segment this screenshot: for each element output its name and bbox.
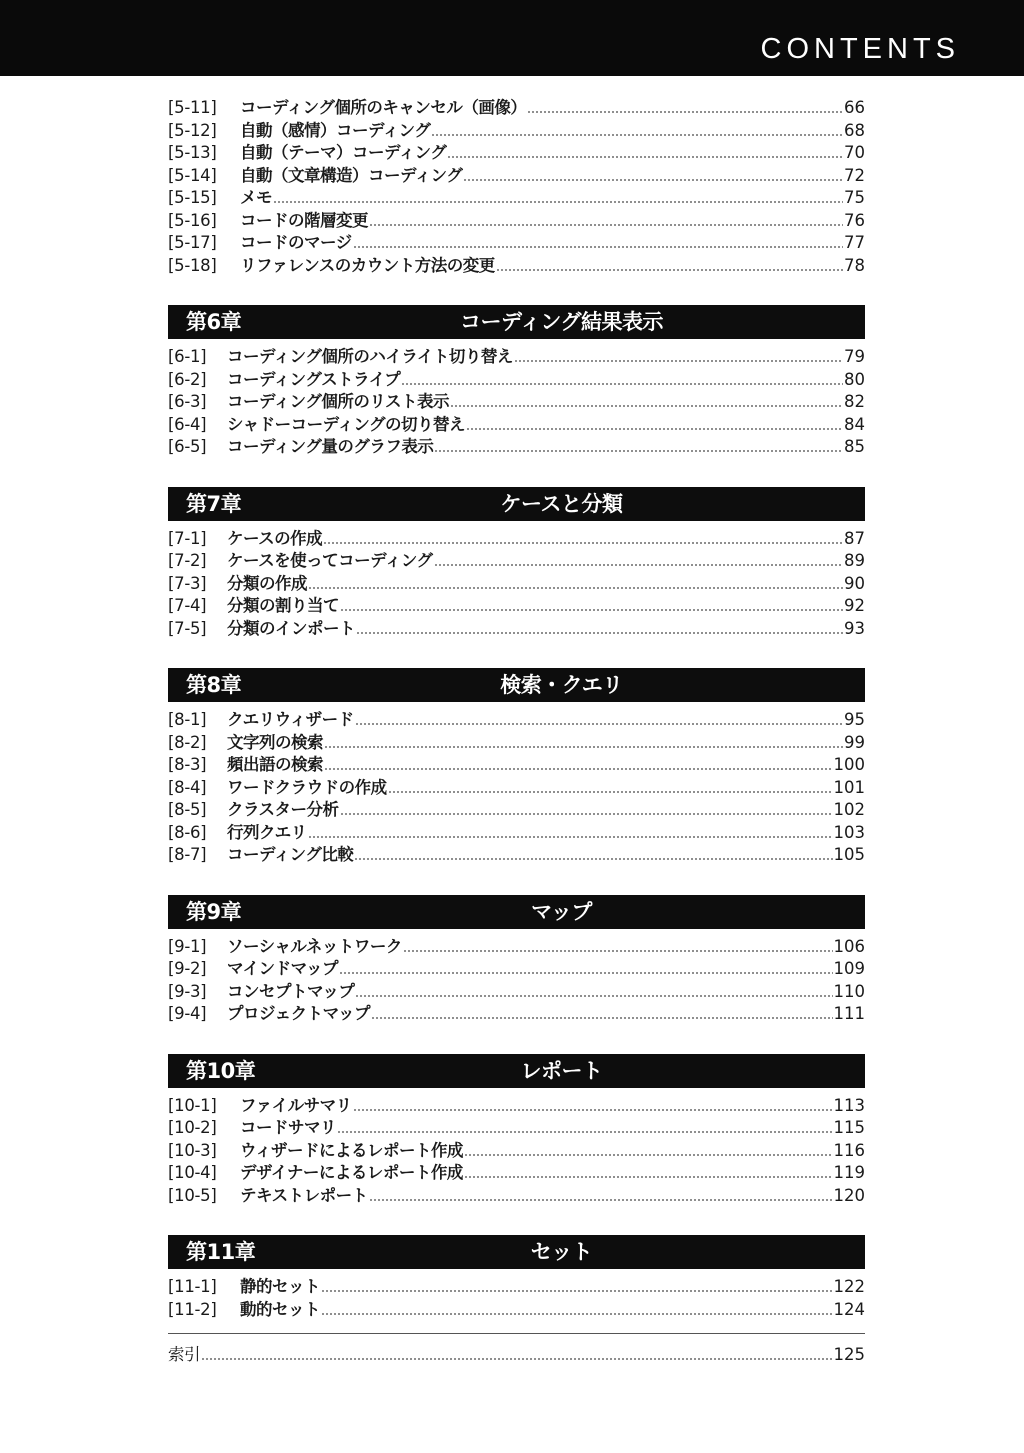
dot-leader — [527, 97, 843, 120]
entry-title: コードのマージ — [240, 233, 352, 252]
entry-number: [5-12] — [168, 120, 217, 140]
dot-leader — [369, 1185, 833, 1208]
entry-number: [8-6] — [168, 822, 207, 842]
entry-page-number: 93 — [844, 618, 865, 638]
entry-title: ケースを使ってコーディング — [227, 551, 433, 570]
entry-title: 行列クエリ — [227, 822, 307, 842]
entry-page-number: 82 — [844, 392, 865, 411]
entry-number: [5-13] — [168, 143, 217, 162]
entry-page-number: 92 — [844, 596, 865, 615]
entry-number: [8-1] — [168, 710, 207, 729]
entry-number: [6-3] — [168, 392, 207, 411]
entry-page-number: 84 — [844, 414, 865, 434]
entry-title: コンセプトマップ — [227, 981, 355, 1001]
chapter-number: 第11章 — [186, 1240, 256, 1264]
entry-page-number: 122 — [833, 1277, 865, 1296]
dot-leader — [463, 165, 843, 188]
entry-title: メモ — [240, 188, 272, 207]
toc-entry[interactable] — [168, 732, 865, 755]
entry-page-number: 80 — [844, 369, 865, 389]
toc-entry[interactable] — [168, 436, 865, 459]
index-divider — [168, 1333, 865, 1334]
entry-title: マインドマップ — [227, 959, 339, 978]
entry-number: [6-1] — [168, 347, 207, 366]
header-bar — [0, 0, 1024, 76]
toc-entry[interactable] — [168, 1140, 865, 1163]
chapter-spacer — [168, 1026, 865, 1054]
entry-title: コーディング比較 — [227, 845, 354, 864]
toc-entry[interactable] — [168, 936, 865, 959]
entry-number: [5-15] — [168, 188, 217, 207]
dot-leader — [321, 1276, 833, 1299]
entry-page-number: 79 — [844, 347, 865, 366]
dot-leader — [450, 391, 843, 414]
chapter-entry-list — [168, 346, 865, 459]
entry-title: デザイナーによるレポート作成 — [240, 1163, 463, 1182]
entry-number: [10-4] — [168, 1163, 217, 1182]
toc-entry[interactable] — [168, 822, 865, 845]
chapter-number: 第7章 — [186, 491, 242, 516]
entry-page-number: 101 — [833, 777, 865, 797]
dot-leader — [464, 1140, 832, 1163]
chapter-entry-list — [168, 709, 865, 867]
entry-page-number: 90 — [844, 573, 865, 593]
entry-number: [6-4] — [168, 414, 207, 434]
toc-entry[interactable] — [168, 844, 865, 867]
entry-number: [5-14] — [168, 165, 217, 185]
dot-leader — [324, 754, 833, 777]
chapter-title: セット — [530, 1240, 593, 1264]
chapter-section — [168, 487, 865, 641]
dot-leader — [201, 1344, 833, 1367]
toc-entry[interactable] — [168, 573, 865, 596]
chapter-spacer — [168, 459, 865, 487]
entry-number: [8-4] — [168, 777, 207, 797]
entry-number: [7-1] — [168, 528, 207, 548]
chapter-header-bar — [168, 1054, 865, 1089]
dot-leader — [466, 414, 843, 437]
chapter-spacer — [168, 640, 865, 668]
entry-title: ケースの作成 — [227, 528, 323, 548]
dot-leader — [339, 958, 832, 981]
entry-title: コーディング個所のハイライト切り替え — [227, 347, 513, 366]
entry-page-number: 115 — [833, 1118, 865, 1137]
entry-number: [7-4] — [168, 596, 207, 615]
entry-page-number: 89 — [844, 551, 865, 570]
dot-leader — [324, 732, 843, 755]
chapter-title: コーディング結果表示 — [460, 310, 663, 334]
entry-page-number: 103 — [833, 822, 865, 842]
entry-number: [11-2] — [168, 1299, 217, 1319]
entry-number: [9-2] — [168, 959, 207, 978]
toc-content — [168, 97, 865, 1367]
dot-leader — [354, 844, 832, 867]
toc-entry[interactable] — [168, 981, 865, 1004]
entry-title: コーディング量のグラフ表示 — [227, 437, 434, 456]
toc-entry[interactable] — [168, 528, 865, 551]
dot-leader — [355, 709, 843, 732]
chapter-header-bar — [168, 1235, 865, 1270]
entry-number: [5-16] — [168, 210, 217, 230]
dot-leader — [321, 1299, 833, 1322]
index-entry[interactable] — [168, 1344, 865, 1367]
toc-entry[interactable] — [168, 97, 865, 120]
entry-title: リファレンスのカウント方法の変更 — [240, 255, 495, 275]
dot-leader — [356, 618, 843, 641]
entry-number: [10-5] — [168, 1185, 217, 1205]
toc-entry[interactable] — [168, 346, 865, 369]
chapter-section — [168, 1054, 865, 1208]
toc-entry[interactable] — [168, 618, 865, 641]
entry-page-number: 124 — [833, 1299, 865, 1319]
chapter-header-bar — [168, 895, 865, 930]
chapter-header-bar — [168, 487, 865, 522]
chapter-list — [168, 277, 865, 1321]
entry-page-number: 116 — [833, 1140, 865, 1160]
dot-leader — [337, 1117, 833, 1140]
toc-entry[interactable] — [168, 1276, 865, 1299]
entry-title: 自動（文章構造）コーディング — [240, 165, 463, 185]
dot-leader — [273, 187, 843, 210]
entry-page-number: 100 — [833, 755, 865, 774]
entry-number: [8-7] — [168, 845, 207, 864]
entry-title: 静的セット — [240, 1277, 320, 1296]
entry-title: 分類の作成 — [227, 573, 307, 593]
entry-number: [8-5] — [168, 800, 207, 819]
dot-leader — [401, 369, 843, 392]
toc-entry[interactable] — [168, 709, 865, 732]
toc-entry[interactable] — [168, 1299, 865, 1322]
entry-page-number: 66 — [844, 98, 865, 117]
chapter-spacer — [168, 277, 865, 305]
entry-title: コードサマリ — [240, 1118, 336, 1137]
index-entry-title: 索引 — [168, 1345, 200, 1364]
dot-leader — [434, 436, 843, 459]
entry-title: クラスター分析 — [227, 800, 339, 819]
dot-leader — [514, 346, 843, 369]
chapter-spacer — [168, 1207, 865, 1235]
entry-page-number: 75 — [844, 188, 865, 207]
chapter-header-bar — [168, 668, 865, 703]
entry-title: 分類の割り当て — [227, 596, 339, 615]
toc-entry[interactable] — [168, 187, 865, 210]
chapter-title: マップ — [531, 899, 592, 924]
entry-page-number: 111 — [833, 1004, 865, 1023]
entry-number: [6-2] — [168, 369, 207, 389]
dot-leader — [308, 822, 833, 845]
entry-title: テキストレポート — [240, 1185, 368, 1205]
toc-entry[interactable] — [168, 255, 865, 278]
entry-number: [11-1] — [168, 1277, 217, 1296]
entry-title: コーディング個所のリスト表示 — [227, 392, 450, 411]
dot-leader — [464, 1162, 833, 1185]
dot-leader — [340, 595, 843, 618]
dot-leader — [403, 936, 833, 959]
chapter-number: 第8章 — [186, 673, 242, 697]
chapter-title: レポート — [520, 1058, 603, 1083]
entry-title: 文字列の検索 — [227, 732, 323, 752]
entry-page-number: 106 — [833, 936, 865, 956]
entry-title: 動的セット — [240, 1299, 320, 1319]
entry-number: [8-3] — [168, 755, 207, 774]
toc-entry[interactable] — [168, 414, 865, 437]
chapter-number: 第9章 — [186, 899, 242, 924]
entry-page-number: 87 — [844, 528, 865, 548]
chapter-title: ケースと分類 — [500, 491, 623, 516]
dot-leader — [353, 1095, 833, 1118]
entry-number: [10-2] — [168, 1118, 217, 1137]
toc-entry[interactable] — [168, 210, 865, 233]
toc-entry[interactable] — [168, 754, 865, 777]
toc-entry[interactable] — [168, 1185, 865, 1208]
toc-entry[interactable] — [168, 958, 865, 981]
dot-leader — [434, 550, 843, 573]
chapter-section — [168, 668, 865, 867]
entry-number: [5-17] — [168, 233, 217, 252]
entry-title: コーディングストライプ — [227, 369, 401, 389]
chapter-section — [168, 1235, 865, 1321]
chapter-entry-list — [168, 1095, 865, 1208]
entry-title: シャドーコーディングの切り替え — [227, 414, 466, 434]
entry-page-number: 76 — [844, 210, 865, 230]
chapter-number: 第6章 — [186, 310, 242, 334]
entry-title: コーディング個所のキャンセル（画像） — [240, 98, 527, 117]
entry-number: [9-1] — [168, 936, 207, 956]
toc-entry[interactable] — [168, 165, 865, 188]
entry-page-number: 68 — [844, 120, 865, 140]
toc-entry[interactable] — [168, 391, 865, 414]
toc-entry[interactable] — [168, 799, 865, 822]
entry-title: ファイルサマリ — [240, 1095, 352, 1115]
toc-entry[interactable] — [168, 232, 865, 255]
entry-page-number: 120 — [833, 1185, 865, 1205]
dot-leader — [447, 142, 843, 165]
toc-entry[interactable] — [168, 550, 865, 573]
entry-title: 自動（テーマ）コーディング — [240, 143, 447, 162]
entry-title: 分類のインポート — [227, 618, 355, 638]
entry-title: 頻出語の検索 — [227, 755, 323, 774]
entry-page-number: 119 — [833, 1163, 865, 1182]
entry-page-number: 99 — [844, 732, 865, 752]
dot-leader — [369, 210, 843, 233]
toc-entry[interactable] — [168, 369, 865, 392]
entry-title: クエリウィザード — [227, 710, 354, 729]
entry-number: [7-5] — [168, 618, 207, 638]
chapter-section — [168, 895, 865, 1026]
chapter-entry-list — [168, 1276, 865, 1321]
entry-number: [7-2] — [168, 551, 207, 570]
entry-page-number: 95 — [844, 710, 865, 729]
toc-entry[interactable] — [168, 1117, 865, 1140]
entry-page-number: 110 — [833, 981, 865, 1001]
dot-leader — [308, 573, 843, 596]
intro-entry-list — [168, 97, 865, 277]
entry-number: [10-3] — [168, 1140, 217, 1160]
entry-number: [6-5] — [168, 437, 207, 456]
entry-number: [5-18] — [168, 255, 217, 275]
toc-entry[interactable] — [168, 1095, 865, 1118]
toc-entry[interactable] — [168, 1162, 865, 1185]
toc-entry[interactable] — [168, 777, 865, 800]
toc-entry[interactable] — [168, 142, 865, 165]
chapter-header-bar — [168, 305, 865, 340]
entry-page-number: 85 — [844, 437, 865, 456]
index-entry-page: 125 — [833, 1345, 865, 1364]
entry-number: [8-2] — [168, 732, 207, 752]
chapter-section — [168, 305, 865, 459]
dot-leader — [388, 777, 833, 800]
dot-leader — [323, 528, 843, 551]
entry-title: ワードクラウドの作成 — [227, 777, 387, 797]
entry-title: 自動（感情）コーディング — [240, 120, 431, 140]
entry-page-number: 113 — [833, 1095, 865, 1115]
entry-page-number: 72 — [844, 165, 865, 185]
dot-leader — [371, 1003, 832, 1026]
entry-page-number: 109 — [833, 959, 865, 978]
dot-leader — [431, 120, 843, 143]
entry-page-number: 78 — [844, 255, 865, 275]
entry-title: ウィザードによるレポート作成 — [240, 1140, 464, 1160]
dot-leader — [353, 232, 843, 255]
chapter-number: 第10章 — [186, 1058, 256, 1083]
chapter-entry-list — [168, 528, 865, 641]
entry-page-number: 105 — [833, 845, 865, 864]
entry-title: ソーシャルネットワーク — [227, 936, 402, 956]
contents-title: CONTENTS — [760, 33, 960, 65]
entry-page-number: 77 — [844, 233, 865, 252]
chapter-entry-list — [168, 936, 865, 1026]
dot-leader — [496, 255, 843, 278]
entry-page-number: 70 — [844, 143, 865, 162]
toc-entry[interactable] — [168, 1003, 865, 1026]
dot-leader — [355, 981, 832, 1004]
entry-number: [5-11] — [168, 98, 217, 117]
chapter-spacer — [168, 867, 865, 895]
toc-entry[interactable] — [168, 595, 865, 618]
toc-entry[interactable] — [168, 120, 865, 143]
entry-number: [9-3] — [168, 981, 207, 1001]
dot-leader — [340, 799, 833, 822]
entry-title: プロジェクトマップ — [227, 1004, 371, 1023]
entry-number: [7-3] — [168, 573, 207, 593]
chapter-title: 検索・クエリ — [500, 673, 623, 697]
entry-title: コードの階層変更 — [240, 210, 368, 230]
entry-number: [10-1] — [168, 1095, 217, 1115]
entry-page-number: 102 — [833, 800, 865, 819]
entry-number: [9-4] — [168, 1004, 207, 1023]
